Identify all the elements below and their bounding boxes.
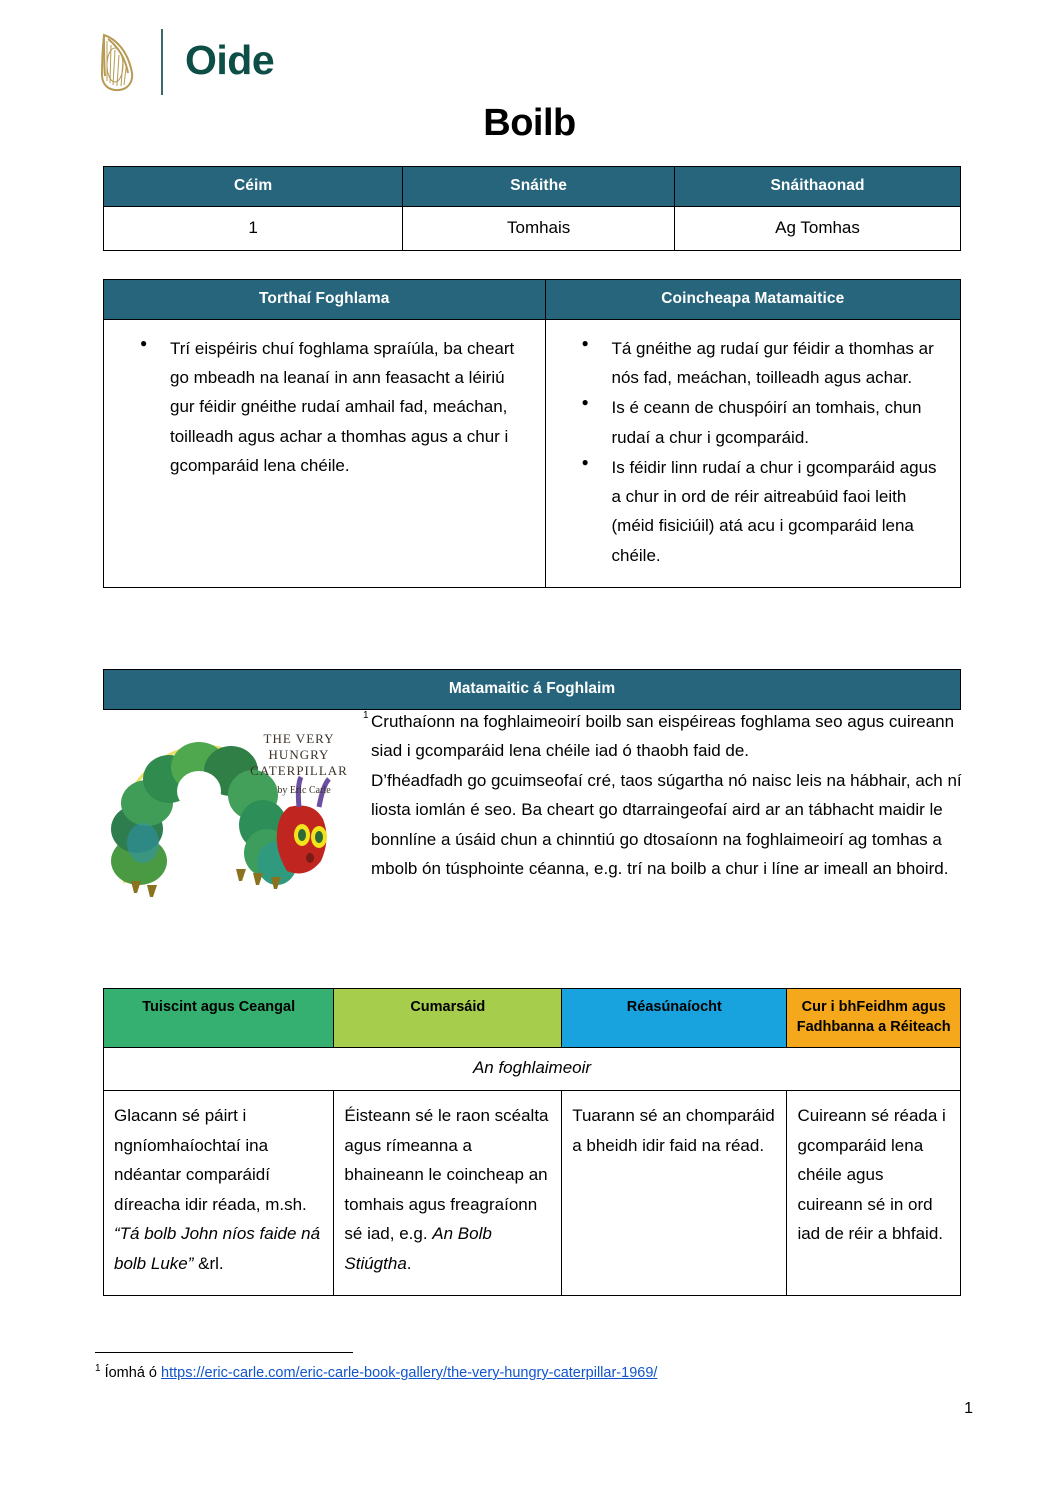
cell-text-prefix: Cuireann sé réada i gcomparáid lena chéile agus cuireann sé in ord iad de réir a bhfaid.	[797, 1106, 946, 1244]
maths-concepts-list	[556, 334, 947, 570]
strand-value-ceim: 1	[104, 207, 403, 251]
footnote-reference-marker: 1	[363, 710, 369, 721]
skills-cell-cumarsaid	[334, 1091, 562, 1295]
cell-text-prefix: Glacann sé páirt i ngníomhaíochtaí ina ndéantar comparáidí díreacha idir réada, m.sh.	[114, 1106, 307, 1214]
strand-table	[103, 166, 961, 251]
caterpillar-illustration	[103, 711, 361, 933]
table-row	[104, 1091, 961, 1295]
outcomes-header-torthai: Torthaí Foghlama	[104, 280, 546, 320]
brand-name: Oide	[185, 36, 275, 83]
cell-text-suffix: .	[406, 1254, 412, 1274]
footnote-marker: 1	[95, 1363, 101, 1374]
table-row	[104, 320, 961, 588]
brand-logo	[95, 26, 274, 98]
skills-header-tuiscint: Tuiscint agus Ceangal	[104, 989, 334, 1048]
harp-icon	[95, 29, 141, 95]
skills-cell-cur-i-bhfeidhm	[787, 1091, 961, 1295]
skills-header-cumarsaid: Cumarsáid	[334, 989, 562, 1048]
logo-divider	[161, 29, 163, 95]
footnote-link[interactable]: https://eric-carle.com/eric-carle-book-gallery/the-very-hungry-caterpillar-1969/	[161, 1364, 658, 1381]
skills-subheading: An foghlaimeoir	[104, 1048, 961, 1091]
page-title: Boilb	[483, 102, 576, 144]
learning-content	[95, 707, 965, 935]
outcomes-table	[103, 279, 961, 588]
strand-value-snaithe: Tomhais	[403, 207, 675, 251]
footnote-separator	[95, 1352, 353, 1353]
strand-value-snaithaonad: Ag Tomhas	[675, 207, 961, 251]
book-title-line1: THE VERY	[263, 731, 335, 746]
skills-cell-reasunaiocht	[562, 1091, 787, 1295]
cell-text-prefix: Éisteann sé le raon scéalta agus rímeanna a bhaineann le coincheap an tomhais agus freagraíonn sé iad, e.g.	[344, 1106, 549, 1244]
strand-header-ceim: Céim	[104, 167, 403, 207]
list-item: ● Trí eispéiris chuí foghlama spraíúla, ba cheart go mbeadh na leanaí in ann feasacht a léiriú gur féidir gnéithe rudaí amhail fad, meáchan, toilleadh agus achar a thomhas agus a chur i gcomparáid lena chéile.	[140, 334, 531, 480]
book-author: by Eric Carle	[277, 785, 331, 796]
strand-header-snaithaonad: Snáithaonad	[675, 167, 961, 207]
cell-text-italic: An Bolb Stiúgtha	[344, 1224, 492, 1274]
table-subheading-row	[104, 1048, 961, 1091]
strand-header-snaithe: Snáithe	[403, 167, 675, 207]
table-row	[104, 207, 961, 251]
table-header-row	[104, 280, 961, 320]
very-hungry-caterpillar-book-cover	[103, 711, 361, 933]
maths-concepts-cell	[545, 320, 961, 588]
page-number: 1	[964, 1400, 973, 1417]
list-item: ● Is é ceann de chuspóirí an tomhais, chun rudaí a chur i gcomparáid.	[582, 393, 947, 451]
footnote-area	[95, 1352, 975, 1383]
table-header-row	[104, 167, 961, 207]
skills-header-cur-i-bhfeidhm: Cur i bhFeidhm agus Fadhbanna a Réiteach	[787, 989, 961, 1048]
cell-text-suffix: &rl.	[193, 1254, 224, 1274]
footnote-label: Íomhá ó	[104, 1364, 162, 1381]
skills-header-reasunaiocht: Réasúnaíocht	[562, 989, 787, 1048]
list-item: ● Tá gnéithe ag rudaí gur féidir a thomhas ar nós fad, meáchan, toilleadh agus achar.	[582, 334, 947, 392]
table-header-row	[104, 989, 961, 1048]
learning-outcomes-cell	[104, 320, 546, 588]
learning-outcomes-list	[114, 334, 531, 480]
section-band-matamaitic: Matamaitic á Foghlaim	[103, 669, 961, 710]
book-title-line3: CATERPILLAR	[250, 763, 348, 778]
learning-paragraph-1: Cruthaíonn na foghlaimeoirí boilb san eispéireas foghlama seo agus cuireann siad i gcomparáid lena chéile iad ó thaobh faid de.	[371, 712, 955, 761]
footnote-text	[95, 1362, 975, 1383]
learning-paragraph-2: D’fhéadfadh go gcuimseofaí cré, taos súgartha nó naisc leis na hábhair, ach ní liosta iomlán é seo. Ba cheart go dtarraingeofaí aird ar an tábhacht maidir le bonnlíne a úsáid chun a chinntiú go dtosaíonn na foghlaimeoirí ag tomhas a mbolb ón túsphointe céanna, e.g. trí na boilb a chur i líne ar imeall an bhoird.	[371, 770, 962, 879]
cell-text-prefix: Tuarann sé an chomparáid a bheidh idir faid na réad.	[572, 1106, 775, 1155]
skills-cell-tuiscint	[104, 1091, 334, 1295]
list-item: ● Is féidir linn rudaí a chur i gcomparáid agus a chur in ord de réir aitreabúid faoi leith (méid fisiciúil) atá acu i gcomparáid lena chéile.	[582, 453, 947, 570]
book-title-line2: HUNGRY	[268, 747, 330, 762]
outcomes-header-coincheapa: Coincheapa Matamaitice	[545, 280, 961, 320]
cell-text-italic: “Tá bolb John níos faide ná bolb Luke”	[114, 1224, 321, 1274]
skills-table	[103, 988, 961, 1296]
